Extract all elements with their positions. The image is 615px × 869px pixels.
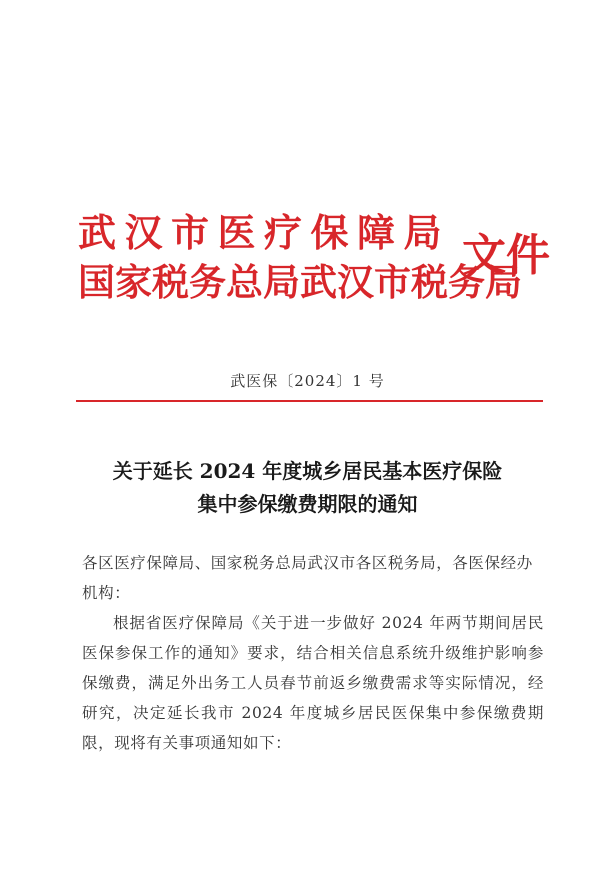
salutation: 各区医疗保障局、国家税务总局武汉市各区税务局，各医保经办机构： [82,554,533,602]
notice-title-line-2: 集中参保缴费期限的通知 [197,492,418,516]
body-paragraph: 根据省医疗保障局《关于进一步做好 2024 年两节期间居民医保参保工作的通知》要求，结合相关信息系统升级维护影响参保缴费，满足外出务工人员春节前返乡缴费需求等实际情况，经研究，决定延长我市 2024 年度城乡居民医保集中参保缴费期限，现将有关事项通知如下： [82,614,544,752]
document-type-label: 文件 [462,230,550,281]
issuer-line-1: 武汉市医疗保障局 [78,211,451,255]
issuer-line-2: 国家税务总局武汉市税务局 [78,261,522,304]
notice-title [60,455,555,521]
red-divider-line [76,400,543,402]
document-number: 武医保〔2024〕1 号 [230,372,385,390]
notice-title-line-1: 关于延长 2024 年度城乡居民基本医疗保险 [112,459,503,483]
